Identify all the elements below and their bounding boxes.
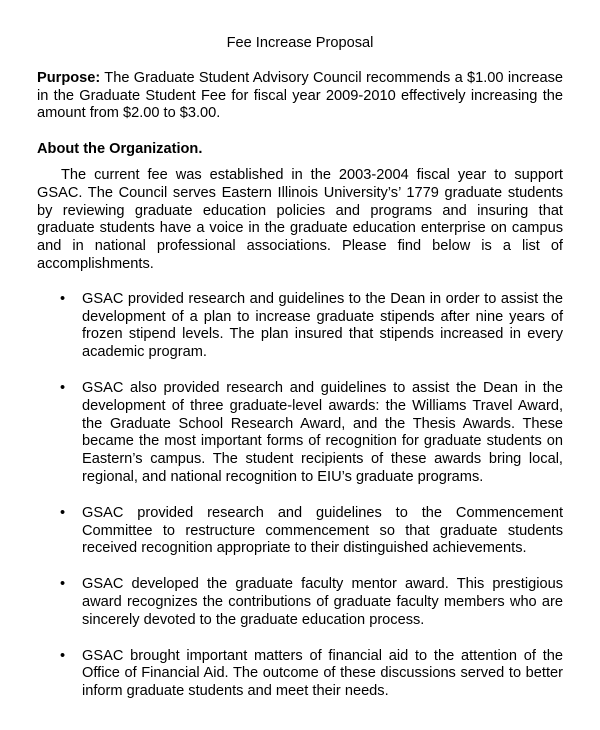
list-item-text: GSAC developed the graduate faculty mentor award. This prestigious award recognizes the contributions of graduate faculty members who are sincerely devoted to the graduate education process. xyxy=(82,576,563,628)
bullet-icon: • xyxy=(60,290,66,307)
list-item-text: GSAC provided research and guidelines to the Commencement Committee to restructure commencement so that graduate students received recognition appropriate to their distinguished achievements. xyxy=(82,504,563,557)
document-page xyxy=(37,35,563,719)
accomplishments-list xyxy=(37,291,563,701)
list-item xyxy=(37,648,563,701)
bullet-icon: • xyxy=(60,647,66,664)
about-heading: About the Organization. xyxy=(37,141,203,158)
bullet-icon: • xyxy=(60,504,66,521)
list-item-text: GSAC brought important matters of financial aid to the attention of the Office of Financial Aid. The outcome of these discussions served to better inform graduate students and meet their needs. xyxy=(82,647,563,700)
list-item xyxy=(37,291,563,362)
purpose-paragraph xyxy=(37,70,563,123)
purpose-text: The Graduate Student Advisory Council recommends a $1.00 increase in the Graduate Student Fee for fiscal year 2009-2010 effectively increasing the amount from $2.00 to $3.00. xyxy=(37,69,563,122)
intro-paragraph: The current fee was established in the 2003-2004 fiscal year to support GSAC. The Council serves Eastern Illinois University’s’ 1779 graduate students by reviewing graduate education policies and programs and insuring that graduate students have a voice in the graduate education enterprise on campus and in national professional associations. Please find below is a list of accomplishments. xyxy=(37,166,563,272)
bullet-icon: • xyxy=(60,379,66,396)
list-item-text: GSAC provided research and guidelines to the Dean in order to assist the development of a plan to increase graduate stipends after nine years of frozen stipend levels. The plan insured that stipends increased in every academic program. xyxy=(82,290,563,361)
list-item xyxy=(37,576,563,629)
purpose-label: Purpose: xyxy=(37,69,101,86)
bullet-icon: • xyxy=(60,576,66,593)
list-item-text: GSAC also provided research and guidelines to assist the Dean in the development of three graduate-level awards: the Williams Travel Award, the Graduate School Research Award, and the Thesis Awards. These became the most important forms of recognition for graduate students on Eastern’s campus. The student recipients of these awards bring local, regional, and national recognition to EIU’s graduate programs. xyxy=(82,379,563,485)
document-title: Fee Increase Proposal xyxy=(226,35,374,51)
list-item xyxy=(37,505,563,558)
list-item xyxy=(37,380,563,487)
